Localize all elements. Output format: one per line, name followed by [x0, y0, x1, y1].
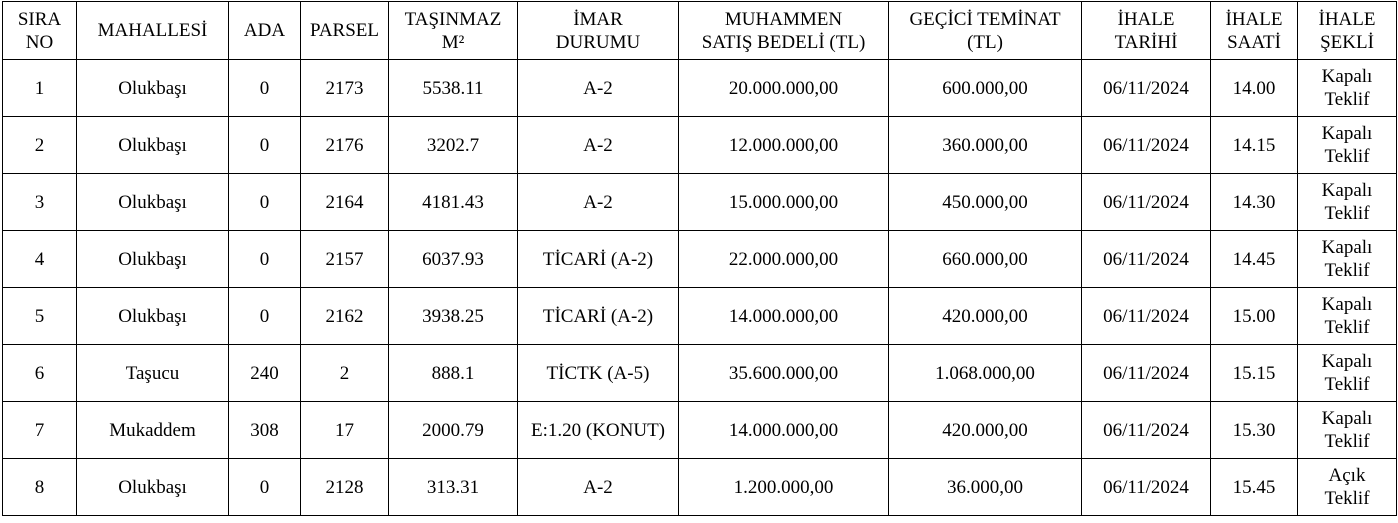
cell-sira-no: 4 [3, 231, 77, 288]
header-muhammen-bedel: MUHAMMEN SATIŞ BEDELİ (TL) [679, 2, 889, 60]
cell-sekil: Kapalı Teklif [1298, 60, 1397, 117]
cell-sekil: Kapalı Teklif [1298, 117, 1397, 174]
table-row [3, 402, 1397, 459]
cell-m2: 3202.7 [389, 117, 518, 174]
cell-sekil: Kapalı Teklif [1298, 288, 1397, 345]
cell-parsel: 2164 [301, 174, 389, 231]
header-ihale-tarihi: İHALE TARİHİ [1082, 2, 1211, 60]
cell-tarih: 06/11/2024 [1082, 117, 1211, 174]
table-row [3, 117, 1397, 174]
cell-m2: 888.1 [389, 345, 518, 402]
cell-tarih: 06/11/2024 [1082, 288, 1211, 345]
cell-tarih: 06/11/2024 [1082, 459, 1211, 516]
cell-sekil: Kapalı Teklif [1298, 231, 1397, 288]
cell-sira-no: 6 [3, 345, 77, 402]
table-row [3, 345, 1397, 402]
cell-m2: 3938.25 [389, 288, 518, 345]
cell-teminat: 660.000,00 [889, 231, 1082, 288]
header-ihale-saati: İHALE SAATİ [1211, 2, 1298, 60]
cell-saat: 14.00 [1211, 60, 1298, 117]
cell-tarih: 06/11/2024 [1082, 174, 1211, 231]
cell-parsel: 2162 [301, 288, 389, 345]
header-row [3, 2, 1397, 60]
cell-teminat: 1.068.000,00 [889, 345, 1082, 402]
cell-bedel: 14.000.000,00 [679, 288, 889, 345]
cell-saat: 14.15 [1211, 117, 1298, 174]
cell-saat: 14.30 [1211, 174, 1298, 231]
cell-saat: 15.00 [1211, 288, 1298, 345]
cell-parsel: 17 [301, 402, 389, 459]
cell-ada: 0 [229, 288, 301, 345]
cell-teminat: 420.000,00 [889, 402, 1082, 459]
header-mahallesi: MAHALLESİ [77, 2, 229, 60]
cell-teminat: 420.000,00 [889, 288, 1082, 345]
cell-m2: 4181.43 [389, 174, 518, 231]
cell-teminat: 360.000,00 [889, 117, 1082, 174]
header-tasinmaz-m2: TAŞINMAZ M² [389, 2, 518, 60]
cell-bedel: 12.000.000,00 [679, 117, 889, 174]
header-ihale-sekli: İHALE ŞEKLİ [1298, 2, 1397, 60]
cell-bedel: 15.000.000,00 [679, 174, 889, 231]
cell-ada: 308 [229, 402, 301, 459]
cell-ada: 0 [229, 231, 301, 288]
cell-imar: TİCTK (A-5) [518, 345, 679, 402]
cell-teminat: 450.000,00 [889, 174, 1082, 231]
cell-mahalle: Olukbaşı [77, 117, 229, 174]
cell-saat: 15.45 [1211, 459, 1298, 516]
cell-imar: TİCARİ (A-2) [518, 288, 679, 345]
cell-sekil: Kapalı Teklif [1298, 345, 1397, 402]
cell-parsel: 2128 [301, 459, 389, 516]
header-gecici-teminat: GEÇİCİ TEMİNAT (TL) [889, 2, 1082, 60]
cell-saat: 15.30 [1211, 402, 1298, 459]
cell-bedel: 35.600.000,00 [679, 345, 889, 402]
cell-mahalle: Olukbaşı [77, 288, 229, 345]
cell-mahalle: Olukbaşı [77, 459, 229, 516]
auction-table [2, 1, 1397, 516]
cell-sira-no: 3 [3, 174, 77, 231]
header-parsel: PARSEL [301, 2, 389, 60]
cell-saat: 14.45 [1211, 231, 1298, 288]
cell-mahalle: Taşucu [77, 345, 229, 402]
cell-m2: 5538.11 [389, 60, 518, 117]
cell-ada: 0 [229, 174, 301, 231]
cell-m2: 6037.93 [389, 231, 518, 288]
table-row [3, 288, 1397, 345]
table-header [3, 2, 1397, 60]
cell-parsel: 2173 [301, 60, 389, 117]
header-imar-durumu: İMAR DURUMU [518, 2, 679, 60]
table-row [3, 60, 1397, 117]
cell-tarih: 06/11/2024 [1082, 231, 1211, 288]
table-row [3, 231, 1397, 288]
cell-sekil: Kapalı Teklif [1298, 174, 1397, 231]
cell-sira-no: 8 [3, 459, 77, 516]
cell-ada: 0 [229, 459, 301, 516]
cell-imar: A-2 [518, 117, 679, 174]
cell-m2: 2000.79 [389, 402, 518, 459]
table-row [3, 459, 1397, 516]
cell-imar: A-2 [518, 60, 679, 117]
cell-bedel: 20.000.000,00 [679, 60, 889, 117]
cell-sekil: Kapalı Teklif [1298, 402, 1397, 459]
cell-imar: TİCARİ (A-2) [518, 231, 679, 288]
cell-mahalle: Olukbaşı [77, 60, 229, 117]
cell-imar: A-2 [518, 174, 679, 231]
cell-parsel: 2 [301, 345, 389, 402]
cell-ada: 240 [229, 345, 301, 402]
cell-mahalle: Olukbaşı [77, 174, 229, 231]
header-sira-no: SIRA NO [3, 2, 77, 60]
cell-tarih: 06/11/2024 [1082, 345, 1211, 402]
cell-tarih: 06/11/2024 [1082, 402, 1211, 459]
cell-mahalle: Mukaddem [77, 402, 229, 459]
cell-sira-no: 2 [3, 117, 77, 174]
cell-sekil: Açık Teklif [1298, 459, 1397, 516]
cell-imar: A-2 [518, 459, 679, 516]
cell-mahalle: Olukbaşı [77, 231, 229, 288]
cell-teminat: 600.000,00 [889, 60, 1082, 117]
cell-m2: 313.31 [389, 459, 518, 516]
cell-sira-no: 1 [3, 60, 77, 117]
cell-parsel: 2176 [301, 117, 389, 174]
cell-imar: E:1.20 (KONUT) [518, 402, 679, 459]
cell-teminat: 36.000,00 [889, 459, 1082, 516]
cell-sira-no: 7 [3, 402, 77, 459]
table-body [3, 60, 1397, 516]
cell-parsel: 2157 [301, 231, 389, 288]
cell-bedel: 1.200.000,00 [679, 459, 889, 516]
header-ada: ADA [229, 2, 301, 60]
table-row [3, 174, 1397, 231]
cell-saat: 15.15 [1211, 345, 1298, 402]
cell-ada: 0 [229, 60, 301, 117]
cell-sira-no: 5 [3, 288, 77, 345]
cell-ada: 0 [229, 117, 301, 174]
cell-bedel: 14.000.000,00 [679, 402, 889, 459]
cell-bedel: 22.000.000,00 [679, 231, 889, 288]
cell-tarih: 06/11/2024 [1082, 60, 1211, 117]
